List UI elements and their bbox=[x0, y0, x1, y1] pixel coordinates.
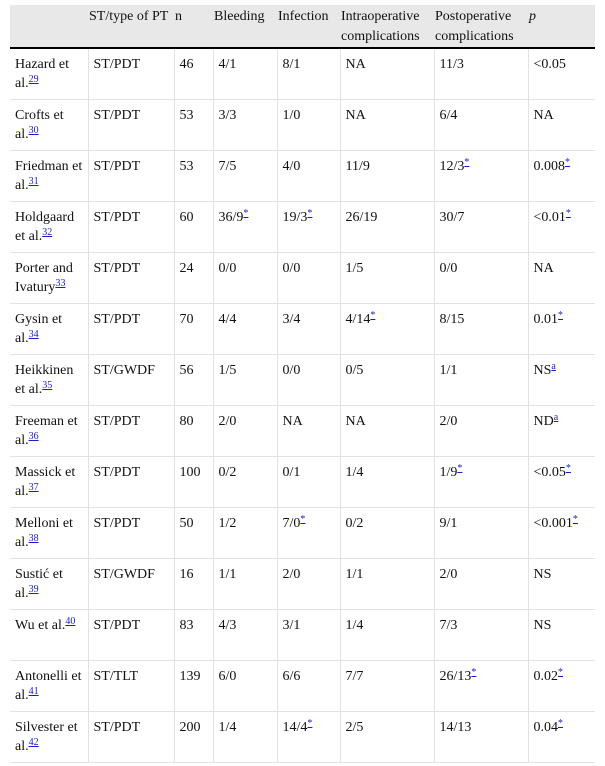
cell-bleeding bbox=[213, 252, 277, 303]
cell-intraoperative-value: 1/4 bbox=[345, 617, 364, 633]
cell-type-value: ST/PDT bbox=[93, 158, 141, 174]
cell-p bbox=[528, 150, 595, 201]
table-row bbox=[10, 150, 595, 201]
cell-intraoperative-value: NA bbox=[345, 57, 366, 72]
table-row bbox=[10, 99, 595, 150]
cell-study bbox=[10, 660, 88, 711]
table-row bbox=[10, 507, 595, 558]
cell-infection-value: 6/6 bbox=[282, 668, 301, 684]
cell-infection bbox=[277, 303, 340, 354]
cell-postoperative-value: 1/1 bbox=[439, 362, 458, 378]
reference-link[interactable]: 29 bbox=[28, 74, 39, 85]
cell-study bbox=[10, 507, 88, 558]
cell-infection bbox=[277, 48, 340, 99]
cell-intraoperative-value: 26/19 bbox=[345, 209, 378, 225]
cell-postoperative-value: 14/13 bbox=[439, 719, 472, 735]
reference-link[interactable]: 41 bbox=[28, 685, 39, 697]
study-name: Holdgaard et al. bbox=[15, 209, 75, 244]
table-body bbox=[10, 48, 595, 762]
cell-postoperative bbox=[434, 456, 528, 507]
cell-type bbox=[88, 711, 174, 762]
cell-study bbox=[10, 303, 88, 354]
cell-bleeding-value: 36/9 bbox=[218, 209, 244, 225]
cell-infection bbox=[277, 201, 340, 252]
cell-bleeding-value: 4/1 bbox=[218, 57, 237, 72]
cell-intraoperative bbox=[340, 354, 434, 405]
cell-intraoperative-value: NA bbox=[345, 413, 366, 429]
cell-n-value: 53 bbox=[179, 107, 194, 123]
header-p: p bbox=[529, 9, 536, 24]
cell-n-value: 200 bbox=[179, 719, 201, 735]
cell-type-value: ST/PDT bbox=[93, 209, 141, 225]
cell-n bbox=[174, 456, 213, 507]
cell-n bbox=[174, 201, 213, 252]
cell-infection bbox=[277, 609, 340, 660]
cell-study bbox=[10, 48, 88, 99]
reference-link[interactable]: 35 bbox=[42, 379, 53, 391]
cell-infection-value: 2/0 bbox=[282, 566, 301, 582]
cell-p bbox=[528, 303, 595, 354]
cell-p-value: <0.05 bbox=[533, 57, 566, 72]
cell-postoperative-value: 26/13 bbox=[439, 668, 472, 684]
cell-p bbox=[528, 711, 595, 762]
study-name: Porter and Ivatury bbox=[15, 260, 73, 295]
cell-intraoperative bbox=[340, 405, 434, 456]
cell-bleeding-value: 1/2 bbox=[218, 515, 237, 531]
study-name: Wu et al. bbox=[15, 617, 66, 633]
cell-intraoperative-value: 4/14 bbox=[345, 311, 371, 327]
cell-n-value: 100 bbox=[179, 464, 201, 480]
footnote-marker[interactable]: * bbox=[565, 156, 570, 168]
cell-type-value: ST/PDT bbox=[93, 57, 141, 72]
table-row bbox=[10, 201, 595, 252]
cell-type bbox=[88, 405, 174, 456]
cell-p bbox=[528, 48, 595, 99]
footnote-marker[interactable]: * bbox=[565, 462, 571, 474]
cell-p bbox=[528, 558, 595, 609]
footnote-marker[interactable]: a bbox=[551, 360, 556, 372]
cell-n bbox=[174, 711, 213, 762]
cell-infection-value: 0/0 bbox=[282, 260, 301, 276]
cell-p bbox=[528, 252, 595, 303]
cell-bleeding bbox=[213, 201, 277, 252]
footnote-marker[interactable]: * bbox=[572, 513, 578, 525]
footnote-marker[interactable]: a bbox=[553, 411, 559, 423]
cell-p-value: ND bbox=[533, 413, 554, 429]
cell-intraoperative-value: 2/5 bbox=[345, 719, 364, 735]
cell-type-value: ST/GWDF bbox=[93, 566, 155, 582]
cell-type bbox=[88, 456, 174, 507]
cell-p bbox=[528, 456, 595, 507]
cell-infection bbox=[277, 558, 340, 609]
cell-intraoperative bbox=[340, 456, 434, 507]
header-study bbox=[10, 5, 88, 48]
cell-infection bbox=[277, 456, 340, 507]
footnote-marker[interactable]: * bbox=[464, 156, 470, 168]
footnote-marker[interactable]: * bbox=[243, 207, 249, 219]
cell-infection bbox=[277, 99, 340, 150]
cell-bleeding-value: 1/4 bbox=[218, 719, 237, 735]
cell-type-value: ST/PDT bbox=[93, 260, 141, 276]
cell-postoperative-value: 30/7 bbox=[439, 209, 465, 225]
cell-intraoperative bbox=[340, 558, 434, 609]
cell-infection-value: 8/1 bbox=[282, 57, 301, 72]
header-n: n bbox=[175, 9, 182, 24]
cell-bleeding bbox=[213, 609, 277, 660]
cell-postoperative-value: 2/0 bbox=[439, 413, 458, 429]
cell-infection-value: 0/0 bbox=[282, 362, 301, 378]
cell-n-value: 53 bbox=[179, 158, 194, 174]
cell-infection-value: 19/3 bbox=[282, 209, 308, 225]
cell-p bbox=[528, 660, 595, 711]
study-name: Gysin et al. bbox=[15, 311, 63, 346]
cell-intraoperative bbox=[340, 609, 434, 660]
cell-intraoperative-value: 1/5 bbox=[345, 260, 364, 276]
cell-p-value: 0.04 bbox=[533, 719, 558, 735]
cell-bleeding bbox=[213, 558, 277, 609]
cell-postoperative bbox=[434, 252, 528, 303]
reference-link[interactable]: 36 bbox=[28, 430, 39, 442]
cell-intraoperative bbox=[340, 660, 434, 711]
header-infection: Infection bbox=[278, 9, 329, 24]
cell-infection bbox=[277, 405, 340, 456]
header-intraoperative: Intraoperative complications bbox=[341, 9, 420, 44]
cell-p bbox=[528, 507, 595, 558]
study-name: Melloni et al. bbox=[15, 515, 73, 550]
cell-type-value: ST/PDT bbox=[93, 107, 141, 123]
cell-type-value: ST/GWDF bbox=[93, 362, 155, 378]
study-name: Sustić et al. bbox=[15, 566, 63, 601]
cell-type bbox=[88, 303, 174, 354]
cell-p-value: NA bbox=[533, 107, 554, 123]
study-name: Friedman et al. bbox=[15, 158, 83, 193]
cell-intraoperative bbox=[340, 303, 434, 354]
cell-type bbox=[88, 48, 174, 99]
cell-p bbox=[528, 354, 595, 405]
cell-n-value: 24 bbox=[179, 260, 194, 276]
cell-p-value: NA bbox=[533, 260, 554, 276]
cell-infection bbox=[277, 252, 340, 303]
cell-postoperative bbox=[434, 303, 528, 354]
study-name: Hazard et al. bbox=[15, 57, 70, 91]
reference-link[interactable]: 30 bbox=[28, 124, 39, 136]
cell-intraoperative-value: 0/5 bbox=[345, 362, 364, 378]
cell-postoperative-value: 12/3 bbox=[439, 158, 465, 174]
table-row bbox=[10, 456, 595, 507]
cell-intraoperative bbox=[340, 99, 434, 150]
cell-infection-value: 3/1 bbox=[282, 617, 301, 633]
reference-link[interactable]: 42 bbox=[28, 736, 39, 748]
reference-link[interactable]: 40 bbox=[65, 615, 76, 627]
cell-infection-value: 3/4 bbox=[282, 311, 301, 327]
cell-n bbox=[174, 558, 213, 609]
cell-postoperative-value: 2/0 bbox=[439, 566, 458, 582]
cell-type-value: ST/PDT bbox=[93, 719, 141, 735]
cell-p-value: <0.01 bbox=[533, 209, 566, 225]
reference-link[interactable]: 39 bbox=[28, 583, 39, 595]
header-row bbox=[10, 5, 595, 48]
footnote-marker[interactable]: * bbox=[558, 717, 563, 729]
footnote-marker[interactable]: * bbox=[307, 207, 313, 219]
cell-bleeding-value: 4/3 bbox=[218, 617, 237, 633]
table-row bbox=[10, 558, 595, 609]
footnote-marker[interactable]: * bbox=[565, 207, 571, 219]
cell-postoperative-value: 1/9 bbox=[439, 464, 458, 480]
cell-bleeding bbox=[213, 354, 277, 405]
cell-bleeding bbox=[213, 660, 277, 711]
cell-bleeding bbox=[213, 405, 277, 456]
cell-study bbox=[10, 99, 88, 150]
study-name: Antonelli et al. bbox=[15, 668, 82, 703]
study-name: Crofts et al. bbox=[15, 107, 64, 142]
reference-link[interactable]: 37 bbox=[28, 481, 39, 493]
cell-bleeding bbox=[213, 150, 277, 201]
cell-type bbox=[88, 99, 174, 150]
cell-postoperative bbox=[434, 609, 528, 660]
cell-intraoperative-value: 0/2 bbox=[345, 515, 364, 531]
cell-study bbox=[10, 609, 88, 660]
cell-intraoperative bbox=[340, 507, 434, 558]
footnote-marker[interactable]: * bbox=[370, 309, 376, 321]
cell-intraoperative-value: NA bbox=[345, 107, 366, 123]
header-postoperative: Postoperative complications bbox=[435, 9, 514, 44]
cell-p-value: NS bbox=[533, 362, 552, 378]
table-row bbox=[10, 405, 595, 456]
cell-study bbox=[10, 201, 88, 252]
cell-postoperative-value: 7/3 bbox=[439, 617, 458, 633]
cell-bleeding-value: 1/1 bbox=[218, 566, 237, 582]
reference-link[interactable]: 32 bbox=[42, 226, 53, 238]
cell-infection bbox=[277, 711, 340, 762]
cell-type bbox=[88, 660, 174, 711]
reference-link[interactable]: 31 bbox=[28, 175, 39, 187]
cell-postoperative bbox=[434, 558, 528, 609]
cell-n-value: 46 bbox=[179, 57, 194, 72]
cell-infection-value: 4/0 bbox=[282, 158, 301, 174]
cell-bleeding bbox=[213, 99, 277, 150]
cell-p-value: <0.001 bbox=[533, 515, 573, 531]
cell-infection-value: 0/1 bbox=[282, 464, 301, 480]
cell-infection bbox=[277, 354, 340, 405]
header-type: ST/type of PT bbox=[89, 9, 169, 24]
cell-postoperative bbox=[434, 405, 528, 456]
cell-type bbox=[88, 507, 174, 558]
header-bleeding: Bleeding bbox=[214, 9, 265, 24]
cell-intraoperative bbox=[340, 711, 434, 762]
cell-type bbox=[88, 354, 174, 405]
table-row bbox=[10, 252, 595, 303]
cell-type bbox=[88, 558, 174, 609]
cell-infection-value: 7/0 bbox=[282, 515, 301, 531]
cell-postoperative-value: 6/4 bbox=[439, 107, 458, 123]
cell-type bbox=[88, 252, 174, 303]
cell-n-value: 16 bbox=[179, 566, 194, 582]
cell-intraoperative bbox=[340, 150, 434, 201]
cell-bleeding bbox=[213, 456, 277, 507]
cell-n bbox=[174, 405, 213, 456]
cell-n bbox=[174, 609, 213, 660]
cell-study bbox=[10, 456, 88, 507]
complications-table bbox=[10, 5, 595, 763]
cell-bleeding-value: 0/2 bbox=[218, 464, 237, 480]
cell-intraoperative-value: 7/7 bbox=[345, 668, 364, 684]
cell-bleeding bbox=[213, 711, 277, 762]
cell-type-value: ST/PDT bbox=[93, 515, 141, 531]
cell-infection-value: 14/4 bbox=[282, 719, 308, 735]
cell-postoperative bbox=[434, 711, 528, 762]
cell-postoperative bbox=[434, 354, 528, 405]
cell-n-value: 60 bbox=[179, 209, 194, 225]
cell-type bbox=[88, 609, 174, 660]
cell-postoperative bbox=[434, 48, 528, 99]
study-name: Silvester et al. bbox=[15, 719, 78, 754]
cell-study bbox=[10, 354, 88, 405]
cell-infection-value: NA bbox=[282, 413, 303, 429]
cell-n bbox=[174, 48, 213, 99]
footnote-marker[interactable]: * bbox=[300, 513, 306, 525]
reference-link[interactable]: 33 bbox=[55, 277, 66, 289]
cell-n bbox=[174, 303, 213, 354]
cell-bleeding-value: 1/5 bbox=[218, 362, 237, 378]
cell-bleeding bbox=[213, 507, 277, 558]
cell-bleeding-value: 4/4 bbox=[218, 311, 237, 327]
cell-intraoperative-value: 1/1 bbox=[345, 566, 364, 582]
cell-n bbox=[174, 507, 213, 558]
cell-bleeding bbox=[213, 303, 277, 354]
study-name: Massick et al. bbox=[15, 464, 76, 499]
cell-n bbox=[174, 150, 213, 201]
cell-n bbox=[174, 354, 213, 405]
cell-infection bbox=[277, 660, 340, 711]
cell-p-value: NS bbox=[533, 566, 552, 582]
reference-link[interactable]: 38 bbox=[28, 532, 39, 544]
cell-n bbox=[174, 99, 213, 150]
cell-study bbox=[10, 150, 88, 201]
cell-p-value: NS bbox=[533, 617, 552, 633]
cell-postoperative bbox=[434, 660, 528, 711]
cell-type-value: ST/PDT bbox=[93, 413, 141, 429]
cell-n-value: 50 bbox=[179, 515, 194, 531]
table-row bbox=[10, 354, 595, 405]
cell-postoperative bbox=[434, 99, 528, 150]
cell-postoperative bbox=[434, 201, 528, 252]
footnote-marker[interactable]: * bbox=[558, 309, 563, 321]
cell-p-value: <0.05 bbox=[533, 464, 566, 480]
cell-infection bbox=[277, 150, 340, 201]
cell-n-value: 83 bbox=[179, 617, 194, 633]
table-row bbox=[10, 303, 595, 354]
cell-type-value: ST/PDT bbox=[93, 464, 141, 480]
cell-postoperative-value: 8/15 bbox=[439, 311, 465, 327]
cell-n bbox=[174, 252, 213, 303]
cell-intraoperative bbox=[340, 252, 434, 303]
cell-p-value: 0.02 bbox=[533, 668, 558, 684]
cell-intraoperative-value: 11/9 bbox=[345, 158, 370, 174]
cell-postoperative-value: 0/0 bbox=[439, 260, 458, 276]
cell-p-value: 0.01 bbox=[533, 311, 558, 327]
cell-bleeding-value: 6/0 bbox=[218, 668, 237, 684]
cell-intraoperative bbox=[340, 201, 434, 252]
cell-bleeding-value: 0/0 bbox=[218, 260, 237, 276]
cell-n-value: 70 bbox=[179, 311, 194, 327]
cell-intraoperative-value: 1/4 bbox=[345, 464, 364, 480]
footnote-marker[interactable]: * bbox=[457, 462, 463, 474]
cell-p bbox=[528, 201, 595, 252]
cell-intraoperative bbox=[340, 48, 434, 99]
cell-bleeding-value: 7/5 bbox=[218, 158, 237, 174]
cell-type-value: ST/PDT bbox=[93, 617, 141, 633]
cell-bleeding bbox=[213, 48, 277, 99]
cell-infection-value: 1/0 bbox=[282, 107, 301, 123]
study-name: Heikkinen et al. bbox=[15, 362, 74, 397]
study-name: Freeman et al. bbox=[15, 413, 78, 448]
cell-bleeding-value: 3/3 bbox=[218, 107, 237, 123]
table-row bbox=[10, 660, 595, 711]
cell-postoperative bbox=[434, 150, 528, 201]
cell-p-value: 0.008 bbox=[533, 158, 565, 174]
cell-p bbox=[528, 405, 595, 456]
cell-study bbox=[10, 405, 88, 456]
table-row bbox=[10, 48, 595, 99]
reference-link[interactable]: 34 bbox=[28, 328, 39, 340]
footnote-marker[interactable]: * bbox=[307, 717, 313, 729]
table-row bbox=[10, 711, 595, 762]
cell-postoperative-value: 9/1 bbox=[439, 515, 458, 531]
cell-p bbox=[528, 609, 595, 660]
cell-type bbox=[88, 201, 174, 252]
footnote-marker[interactable]: * bbox=[471, 666, 477, 678]
cell-postoperative bbox=[434, 507, 528, 558]
cell-n-value: 56 bbox=[179, 362, 194, 378]
cell-type-value: ST/PDT bbox=[93, 311, 141, 327]
cell-bleeding-value: 2/0 bbox=[218, 413, 237, 429]
cell-n-value: 80 bbox=[179, 413, 194, 429]
cell-n-value: 139 bbox=[179, 668, 201, 684]
cell-type-value: ST/TLT bbox=[93, 668, 139, 684]
cell-study bbox=[10, 252, 88, 303]
cell-p bbox=[528, 99, 595, 150]
cell-infection bbox=[277, 507, 340, 558]
cell-n bbox=[174, 660, 213, 711]
table-row bbox=[10, 609, 595, 660]
cell-study bbox=[10, 711, 88, 762]
cell-type bbox=[88, 150, 174, 201]
cell-postoperative-value: 11/3 bbox=[439, 57, 464, 72]
cell-study bbox=[10, 558, 88, 609]
footnote-marker[interactable]: * bbox=[558, 666, 563, 678]
